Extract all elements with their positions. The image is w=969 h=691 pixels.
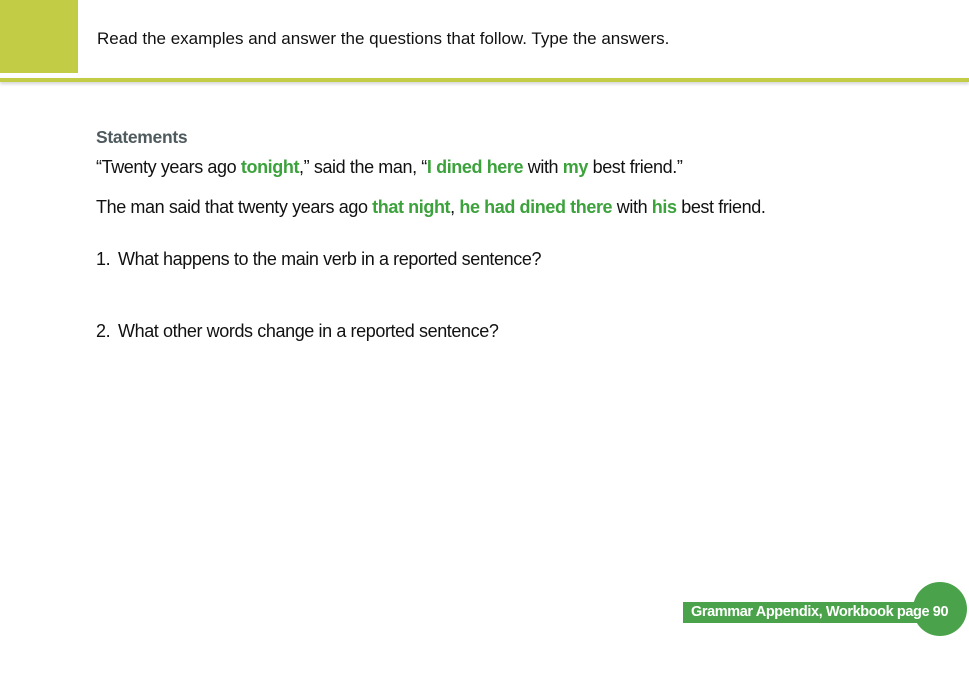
text-segment: with [612, 197, 652, 217]
question-text: What other words change in a reported sentence? [118, 321, 499, 341]
grammar-appendix-reference: Grammar Appendix, Workbook page 90 [691, 604, 949, 620]
highlighted-word: he had dined there [459, 197, 613, 217]
header-accent-square [0, 0, 78, 73]
reported-speech-sentence [96, 194, 916, 220]
highlighted-word: his [651, 197, 677, 217]
statements-section [96, 124, 916, 220]
text-segment: best friend. [676, 197, 766, 217]
header [0, 0, 969, 82]
direct-speech-sentence [96, 154, 916, 180]
text-segment: The man said that twenty years ago [96, 197, 373, 217]
text-segment: best friend.” [587, 157, 683, 177]
text-segment: with [523, 157, 563, 177]
highlighted-word: tonight [240, 157, 300, 177]
text-segment: ,” said the man, “ [299, 157, 427, 177]
instruction-text: Read the examples and answer the questions that follow. Type the answers. [97, 29, 670, 48]
highlighted-word: I dined here [426, 157, 524, 177]
highlighted-word: that night [372, 197, 451, 217]
question-1 [96, 246, 541, 272]
text-segment: , [450, 197, 460, 217]
question-number: 2. [96, 321, 111, 341]
question-2 [96, 318, 498, 344]
text-segment: “Twenty years ago [96, 157, 241, 177]
question-text: What happens to the main verb in a reported sentence? [118, 249, 542, 269]
highlighted-word: my [562, 157, 588, 177]
question-number: 1. [96, 249, 111, 269]
header-divider [0, 78, 969, 82]
section-title: Statements [96, 127, 188, 147]
